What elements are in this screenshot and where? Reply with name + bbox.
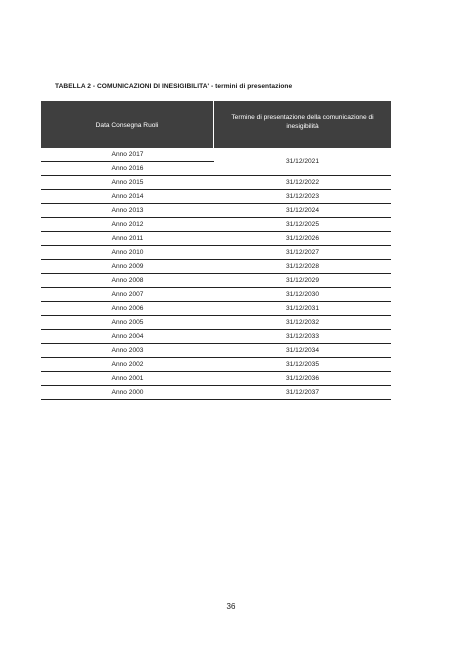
year-cell: Anno 2013	[111, 207, 144, 214]
year-cell: Anno 2006	[111, 305, 144, 312]
deadlines-table	[41, 101, 391, 400]
table-row	[41, 232, 391, 246]
table-row	[41, 176, 391, 190]
deadline-cell: 31/12/2028	[285, 263, 319, 270]
deadline-cell: 31/12/2030	[285, 291, 319, 298]
year-cell: Anno 2016	[111, 164, 144, 172]
table-row	[41, 288, 391, 302]
deadline-cell: 31/12/2026	[285, 235, 319, 242]
table-header	[41, 101, 391, 148]
deadline-cell: 31/12/2033	[285, 333, 319, 340]
page-number: 36	[226, 602, 236, 611]
table-row	[41, 190, 391, 204]
year-cell: Anno 2005	[111, 319, 144, 326]
table-row-merged	[41, 148, 391, 176]
table-row	[41, 218, 391, 232]
year-cell: Anno 2001	[111, 375, 144, 382]
year-cell: Anno 2011	[111, 235, 144, 242]
deadline-cell: 31/12/2022	[285, 179, 319, 186]
year-cell: Anno 2014	[111, 193, 144, 200]
deadline-cell: 31/12/2025	[285, 221, 319, 228]
year-cell: Anno 2017	[41, 148, 214, 162]
year-cell: Anno 2007	[111, 291, 144, 298]
year-cell: Anno 2010	[111, 249, 144, 256]
table-row	[41, 316, 391, 330]
year-cell: Anno 2015	[111, 179, 144, 186]
table-row	[41, 260, 391, 274]
table-row	[41, 330, 391, 344]
year-cell: Anno 2012	[111, 221, 144, 228]
year-cell: Anno 2008	[111, 277, 144, 284]
table-row	[41, 274, 391, 288]
deadline-cell: 31/12/2021	[285, 158, 319, 165]
table-title: TABELLA 2 - COMUNICAZIONI DI INESIGIBILITA' - termini di presentazione	[55, 83, 293, 90]
deadline-cell: 31/12/2032	[285, 319, 319, 326]
year-cell: Anno 2000	[111, 389, 144, 396]
column-header-deadline: Termine di presentazione della comunicazione di inesigibilità	[231, 114, 374, 130]
table-body	[41, 148, 391, 400]
deadline-cell: 31/12/2034	[285, 347, 319, 354]
table-row	[41, 344, 391, 358]
table-row	[41, 302, 391, 316]
year-cell: Anno 2002	[111, 361, 144, 368]
deadline-cell: 31/12/2036	[285, 375, 319, 382]
table-row	[41, 358, 391, 372]
year-cell: Anno 2009	[111, 263, 144, 270]
deadline-cell: 31/12/2037	[285, 389, 319, 396]
deadline-cell: 31/12/2024	[285, 207, 319, 214]
deadline-cell: 31/12/2035	[285, 361, 319, 368]
table-row	[41, 204, 391, 218]
deadline-cell: 31/12/2029	[285, 277, 319, 284]
table-row	[41, 372, 391, 386]
year-cell: Anno 2003	[111, 347, 144, 354]
table-row	[41, 246, 391, 260]
deadline-cell: 31/12/2027	[285, 249, 319, 256]
column-header-delivery-date: Data Consegna Ruoli	[41, 101, 214, 148]
deadline-cell: 31/12/2023	[285, 193, 319, 200]
year-cell: Anno 2004	[111, 333, 144, 340]
table-row	[41, 386, 391, 400]
deadline-cell: 31/12/2031	[285, 305, 319, 312]
